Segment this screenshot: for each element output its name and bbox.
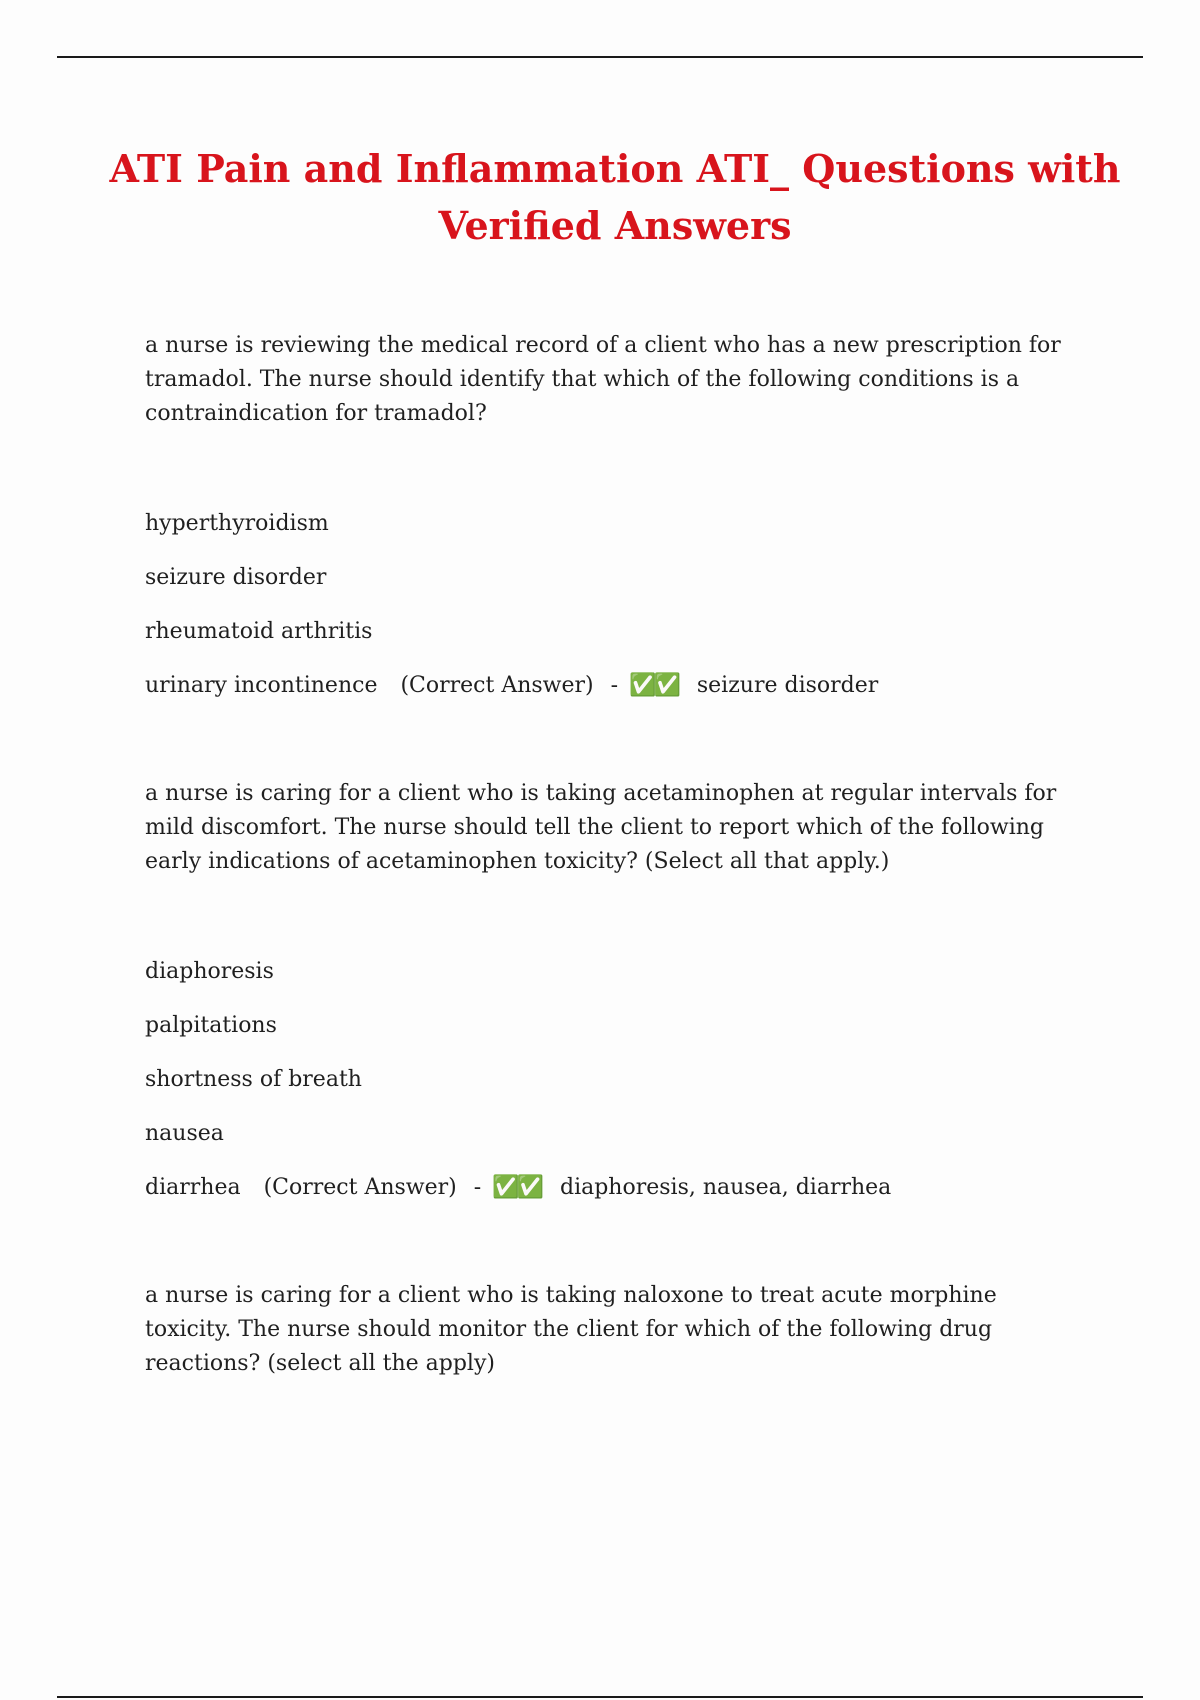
option-item: rheumatoid arthritis — [145, 619, 373, 644]
document-title — [100, 140, 1130, 254]
option-item: shortness of breath — [145, 1067, 362, 1092]
title-line-2: Verified Answers — [438, 203, 792, 248]
option-list — [145, 507, 1075, 649]
question-block-2 — [145, 777, 1075, 1205]
option-item: nausea — [145, 1121, 224, 1146]
correct-answer-text: seizure disorder — [696, 673, 879, 698]
option-item: diarrhea — [145, 1175, 241, 1200]
document-body — [145, 329, 1075, 1457]
correct-answer-label: (Correct Answer) — [400, 673, 594, 698]
double-check-icon: ✅✅ — [492, 1175, 541, 1200]
answer-separator: - — [610, 673, 619, 698]
top-rule — [57, 56, 1143, 58]
option-item: diaphoresis — [145, 959, 274, 984]
correct-answer-label: (Correct Answer) — [263, 1175, 457, 1200]
answer-line — [145, 1171, 1075, 1205]
bottom-rule — [57, 1696, 1143, 1698]
option-item: palpitations — [145, 1013, 277, 1038]
question-text: a nurse is caring for a client who is taking naloxone to treat acute morphine toxicity. The nurse should monitor the client for which of the following drug reactions? (select all the apply) — [145, 1283, 997, 1376]
option-item: seizure disorder — [145, 565, 327, 590]
double-check-icon: ✅✅ — [629, 673, 678, 698]
answer-separator: - — [473, 1175, 482, 1200]
option-list — [145, 955, 1075, 1151]
correct-answer-text: diaphoresis, nausea, diarrhea — [559, 1175, 892, 1200]
question-text: a nurse is caring for a client who is taking acetaminophen at regular intervals for mild discomfort. The nurse should tell the client to report which of the following early indications of acetaminophen toxicity? (Select all that apply.) — [145, 781, 1057, 874]
title-line-1: ATI Pain and Inflammation ATI_ Questions with — [109, 146, 1121, 191]
option-item: urinary incontinence — [145, 673, 378, 698]
option-item: hyperthyroidism — [145, 511, 329, 536]
question-block-1 — [145, 329, 1075, 703]
question-text: a nurse is reviewing the medical record of a client who has a new prescription for tramadol. The nurse should identify that which of the following conditions is a contraindication for tramadol? — [145, 333, 1061, 426]
question-block-3 — [145, 1279, 1075, 1381]
answer-line — [145, 669, 1075, 703]
